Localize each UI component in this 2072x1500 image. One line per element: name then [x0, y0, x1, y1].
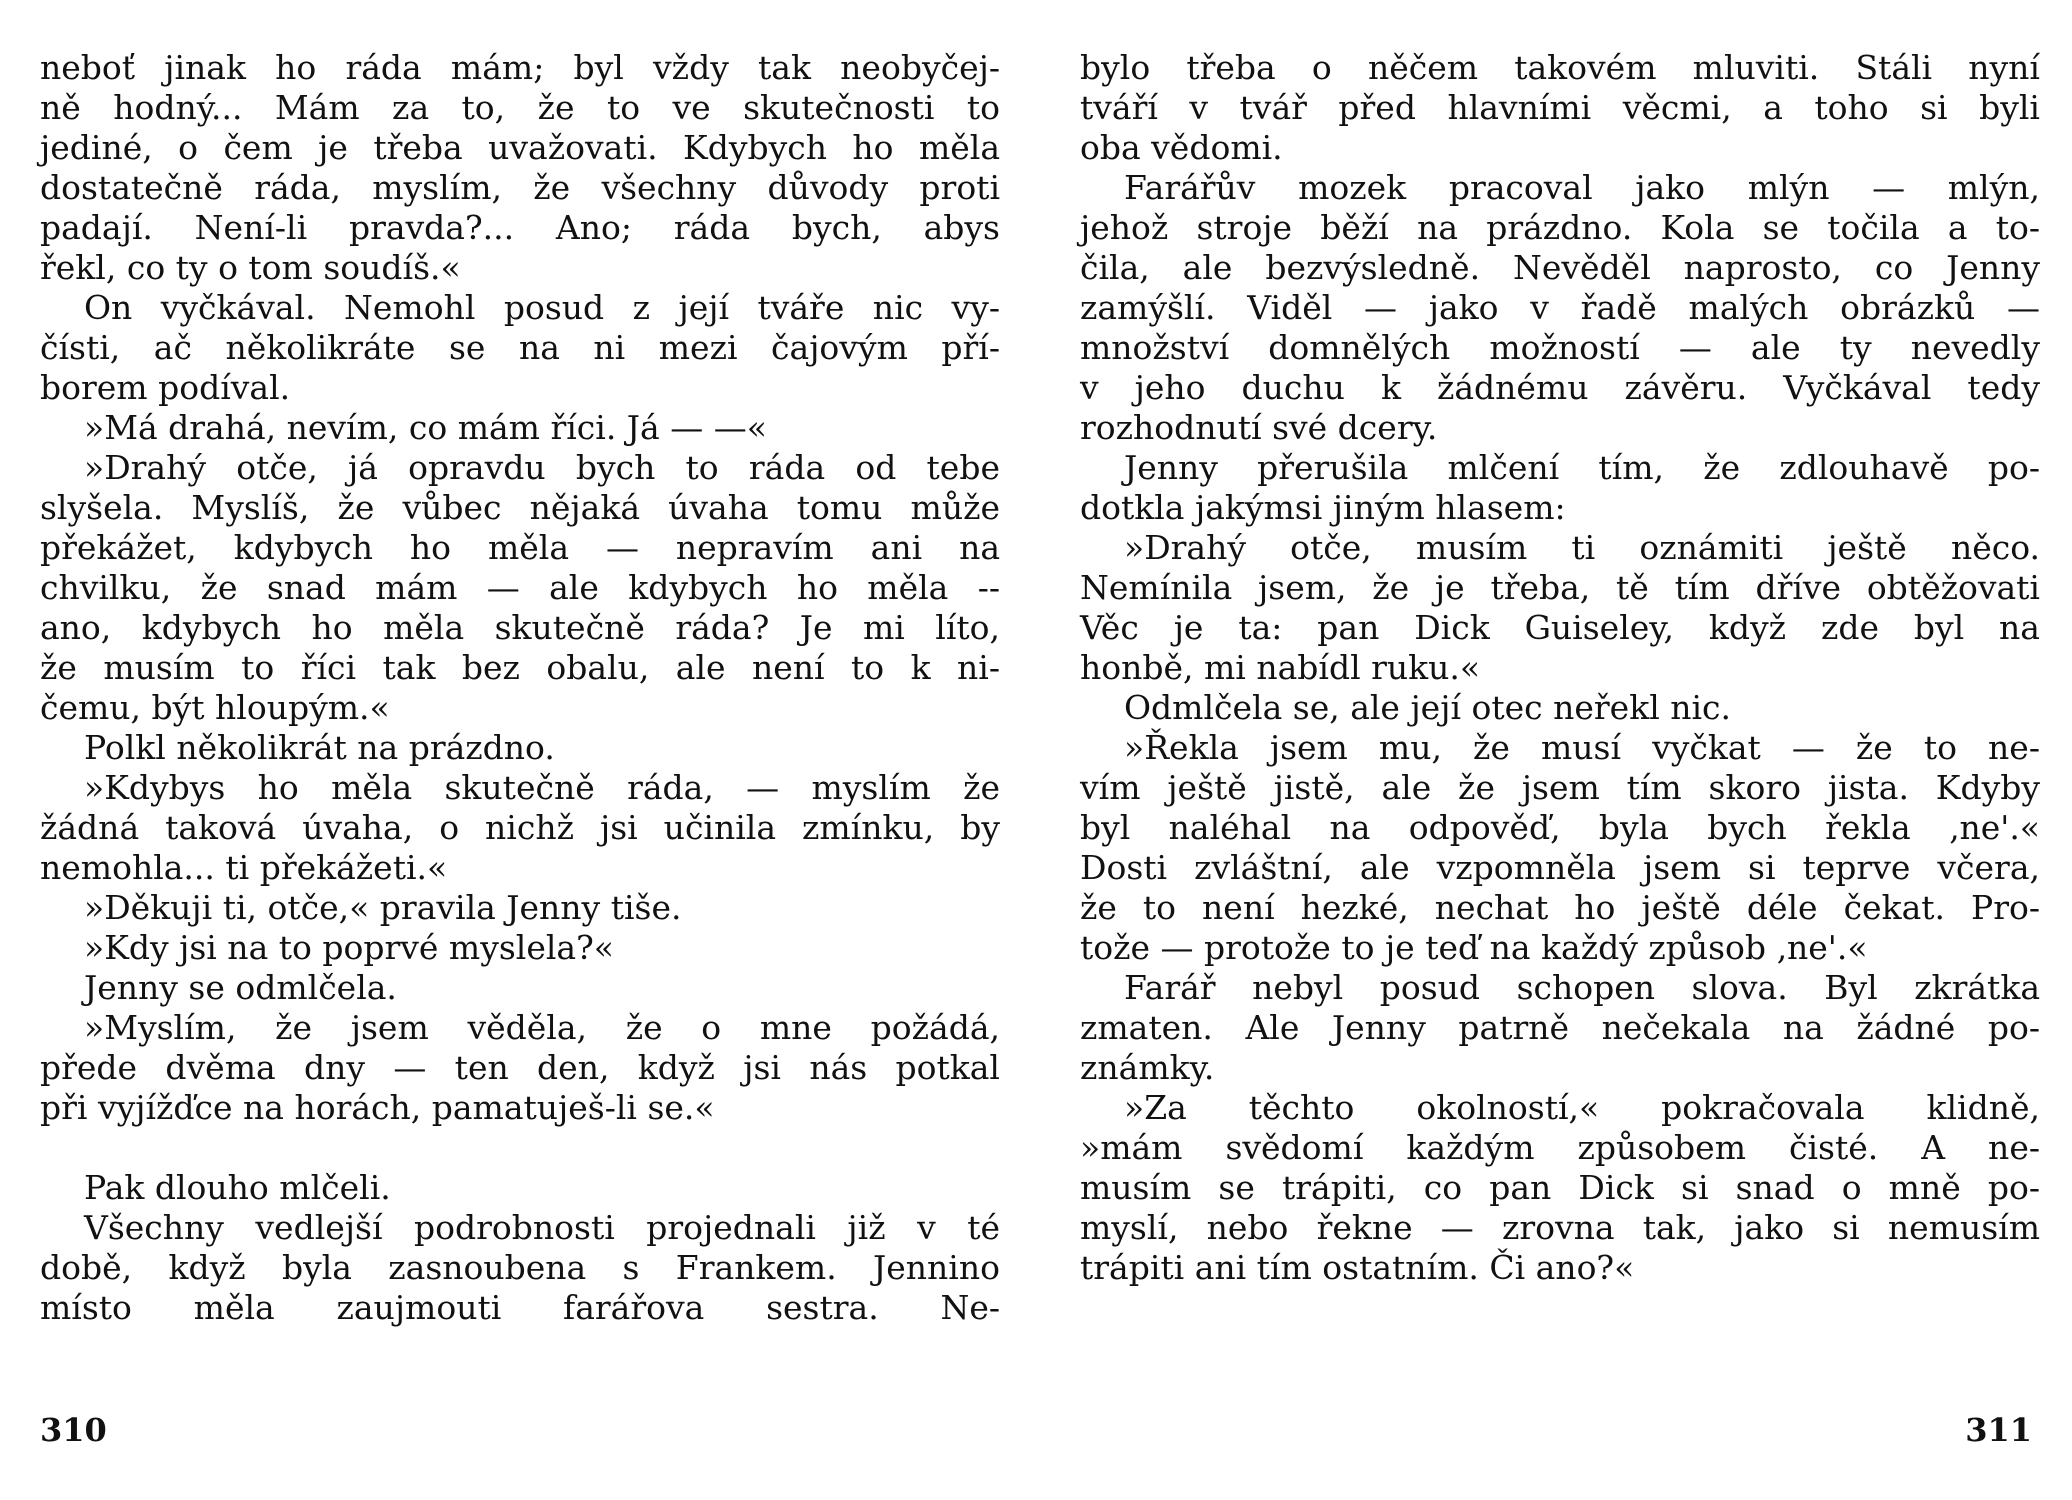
text-line: Dosti zvláštní, ale vzpomněla jsem si teprve včera, — [1080, 848, 2040, 887]
text-line: známky. — [1080, 1048, 1215, 1087]
text-line: »Děkuji ti, otče,« pravila Jenny tiše. — [84, 888, 682, 927]
text-line: »Za těchto okolností,« pokračovala klidně, — [1124, 1088, 2040, 1127]
text-line: tváří v tvář před hlavními věcmi, a toho si byli — [1080, 88, 2040, 127]
text-line: oba vědomi. — [1080, 128, 1283, 167]
text-line: žádná taková úvaha, o nichž jsi učinila zmínku, by — [40, 808, 1000, 847]
text-line: jehož stroje běží na prázdno. Kola se točila a to- — [1080, 208, 2040, 247]
text-line: přede dvěma dny — ten den, když jsi nás potkal — [40, 1048, 1000, 1087]
text-line: »Myslím, že jsem věděla, že o mne požádá, — [84, 1008, 1000, 1047]
text-line: trápiti ani tím ostatním. Či ano?« — [1080, 1248, 1635, 1287]
text-line: »Kdy jsi na to poprvé myslela?« — [84, 928, 614, 967]
text-line: čila, ale bezvýsledně. Nevěděl naprosto, co Jenny — [1080, 248, 2040, 287]
text-line: Polkl několikrát na prázdno. — [84, 728, 555, 767]
text-line: Jenny přerušila mlčení tím, že zdlouhavě po- — [1124, 448, 2040, 487]
page-number: 310 — [40, 1411, 107, 1449]
text-line: čemu, být hloupým.« — [40, 688, 390, 727]
text-line: padají. Není-li pravda?... Ano; ráda bych, abys — [40, 208, 1000, 247]
right-page — [1080, 48, 2040, 1448]
left-page — [40, 48, 1000, 1448]
text-line: ano, kdybych ho měla skutečně ráda? Je mi líto, — [40, 608, 1000, 647]
text-line: zmaten. Ale Jenny patrně nečekala na žádné po- — [1080, 1008, 2040, 1047]
text-line: dostatečně ráda, myslím, že všechny důvody proti — [40, 168, 1000, 207]
text-line: »Drahý otče, já opravdu bych to ráda od tebe — [84, 448, 1000, 487]
text-line: v jeho duchu k žádnému závěru. Vyčkával tedy — [1080, 368, 2040, 407]
right-page-text — [1080, 48, 2040, 1288]
text-line: že musím to říci tak bez obalu, ale není to k ni- — [40, 648, 1000, 687]
text-line: dotkla jakýmsi jiným hlasem: — [1080, 488, 1566, 527]
text-line: ně hodný... Mám za to, že to ve skutečnosti to — [40, 88, 1000, 127]
text-line: tože — protože to je teď na každý způsob ‚ne'.« — [1080, 928, 1868, 967]
text-line: bylo třeba o něčem takovém mluviti. Stáli nyní — [1080, 48, 2040, 87]
text-line: »Řekla jsem mu, že musí vyčkat — že to ne- — [1124, 728, 2040, 767]
text-line: On vyčkával. Nemohl posud z její tváře nic vy- — [84, 288, 1000, 327]
text-line: Jenny se odmlčela. — [84, 968, 397, 1007]
left-page-text — [40, 48, 1000, 1328]
text-line: chvilku, že snad mám — ale kdybych ho měla -- — [40, 568, 1000, 607]
text-line: řekl, co ty o tom soudíš.« — [40, 248, 461, 287]
text-line: Farář nebyl posud schopen slova. Byl zkrátka — [1124, 968, 2040, 1007]
text-line: jediné, o čem je třeba uvažovati. Kdybych ho měla — [40, 128, 1000, 167]
text-line: neboť jinak ho ráda mám; byl vždy tak neobyčej- — [40, 48, 1000, 87]
text-line: že to není hezké, nechat ho ještě déle čekat. Pro- — [1080, 888, 2040, 927]
text-line: množství domnělých možností — ale ty nevedly — [1080, 328, 2040, 367]
text-line: nemohla... ti překážeti.« — [40, 848, 448, 887]
page-number: 311 — [1965, 1411, 2032, 1449]
text-line: Odmlčela se, ale její otec neřekl nic. — [1124, 688, 1732, 727]
text-line: myslí, nebo řekne — zrovna tak, jako si nemusím — [1080, 1208, 2040, 1247]
text-line: byl naléhal na odpověď, byla bych řekla ‚ne'.« — [1080, 808, 2040, 847]
text-line: Farářův mozek pracoval jako mlýn — mlýn, — [1124, 168, 2040, 207]
text-line: Pak dlouho mlčeli. — [84, 1168, 391, 1207]
text-line: borem podíval. — [40, 368, 291, 407]
text-line: při vyjížďce na horách, pamatuješ-li se.« — [40, 1088, 715, 1127]
text-line: »Drahý otče, musím ti oznámiti ještě něco. — [1124, 528, 2040, 567]
section-gap — [40, 1128, 1000, 1168]
text-line: »Má drahá, nevím, co mám říci. Já — —« — [84, 408, 767, 447]
text-line: honbě, mi nabídl ruku.« — [1080, 648, 1481, 687]
text-line: překážet, kdybych ho měla — nepravím ani na — [40, 528, 1000, 567]
text-line: »Kdybys ho měla skutečně ráda, — myslím že — [84, 768, 1000, 807]
text-line: musím se trápiti, co pan Dick si snad o mně po- — [1080, 1168, 2040, 1207]
text-line: slyšela. Myslíš, že vůbec nějaká úvaha tomu může — [40, 488, 1000, 527]
text-line: rozhodnutí své dcery. — [1080, 408, 1438, 447]
text-line: Všechny vedlejší podrobnosti projednali již v té — [84, 1208, 1000, 1247]
text-line: Věc je ta: pan Dick Guiseley, když zde byl na — [1080, 608, 2040, 647]
text-line: místo měla zaujmouti farářova sestra. Ne- — [40, 1288, 1000, 1327]
text-line: vím ještě jistě, ale že jsem tím skoro jista. Kdyby — [1080, 768, 2040, 807]
text-line: době, když byla zasnoubena s Frankem. Jennino — [40, 1248, 1000, 1287]
text-line: zamýšlí. Viděl — jako v řadě malých obrázků — — [1080, 288, 2040, 327]
text-line: Nemínila jsem, že je třeba, tě tím dříve obtěžovati — [1080, 568, 2040, 607]
text-line: »mám svědomí každým způsobem čisté. A ne- — [1080, 1128, 2040, 1167]
text-line: čísti, ač několikráte se na ni mezi čajovým pří- — [40, 328, 1000, 367]
